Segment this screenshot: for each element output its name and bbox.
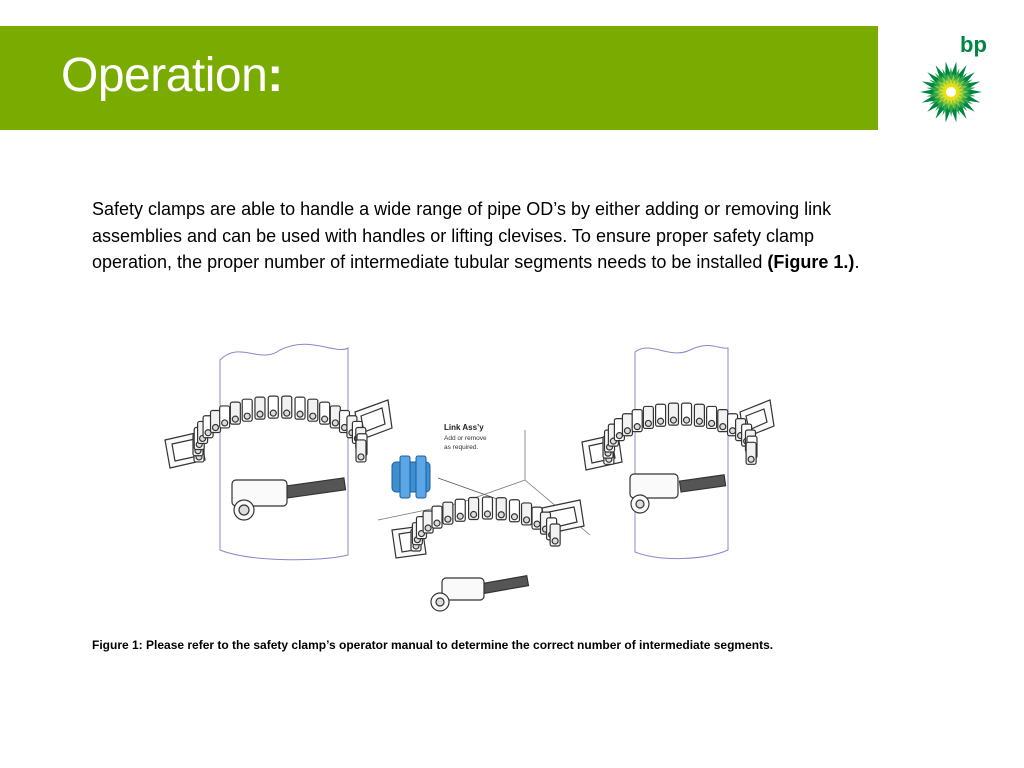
body-paragraph bbox=[92, 196, 882, 276]
body-text: Safety clamps are able to handle a wide range of pipe OD’s by either adding or removing link assemblies and can be used with handles or lifting clevises. To ensure proper safety clamp operation, the proper number of intermediate tubular segments needs to be installed bbox=[92, 199, 832, 272]
figure-caption: Figure 1: Please refer to the safety clamp’s operator manual to determine the correct number of intermediate segments. bbox=[92, 638, 774, 652]
safety-clamp-illustration bbox=[160, 340, 800, 620]
callout-line-2: as required. bbox=[444, 444, 479, 451]
bp-helios-sunflower-logo-icon bbox=[908, 30, 998, 134]
callout-line-1: Add or remove bbox=[444, 435, 487, 442]
safety-clamp-figure bbox=[160, 340, 800, 620]
page-title bbox=[61, 48, 283, 104]
middle-clamp-open bbox=[392, 497, 584, 611]
left-pipe bbox=[220, 344, 348, 559]
right-clamp-assembly bbox=[582, 400, 774, 513]
body-text-end: . bbox=[854, 252, 860, 272]
title-text: Operation bbox=[61, 49, 268, 102]
bp-wordmark: bp bbox=[960, 32, 987, 57]
right-pipe bbox=[635, 345, 728, 558]
bp-logo bbox=[908, 30, 998, 134]
title-colon: : bbox=[267, 49, 283, 102]
callout-title: Link Ass’y bbox=[444, 423, 484, 432]
link-assembly-part bbox=[392, 456, 430, 498]
figure-reference: (Figure 1.) bbox=[767, 252, 855, 272]
left-clamp-assembly bbox=[165, 396, 392, 520]
